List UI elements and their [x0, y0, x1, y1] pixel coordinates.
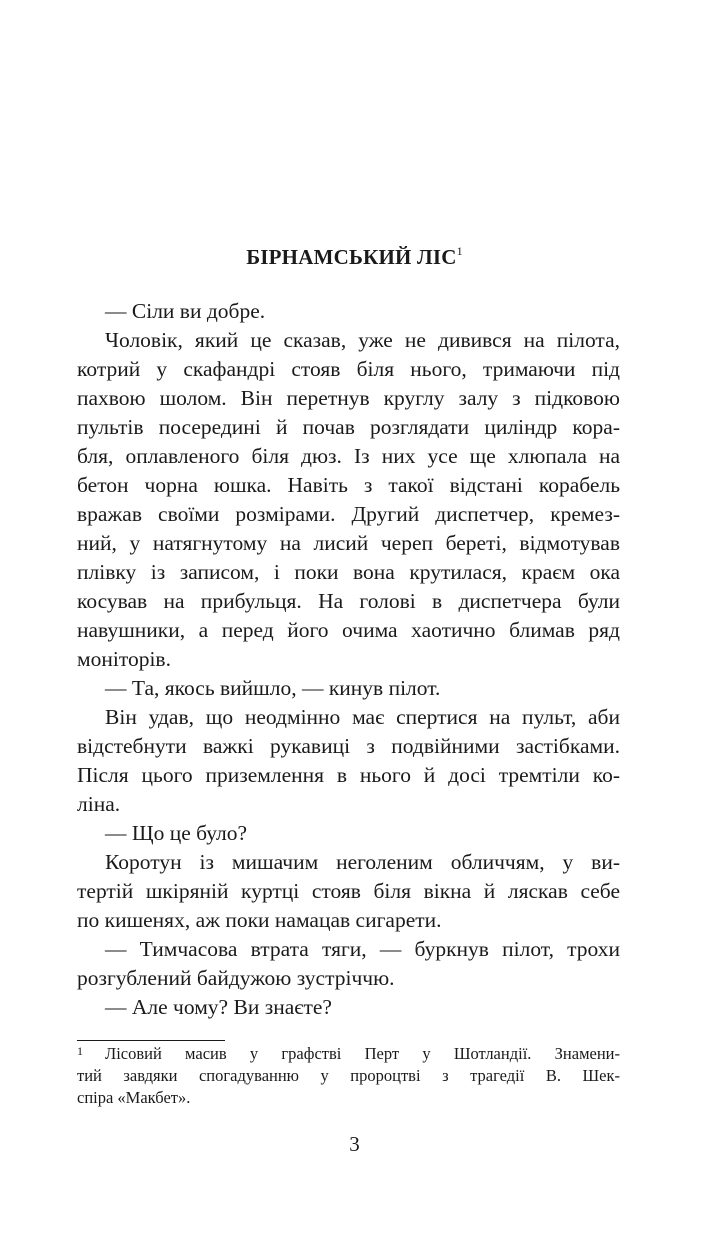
footnote-line: Лісовий масив у графстві Перт у Шотландії. Знамени- [105, 1044, 620, 1063]
text-line: Після цього приземлення в нього й досі тремтіли ко- [77, 763, 620, 787]
text-line: — Що це було? [105, 821, 248, 845]
chapter-title-text: БІРНАМСЬКИЙ ЛІС [246, 245, 457, 269]
text-line: Коротун із мишачим неголеним обличчям, у ви- [105, 850, 620, 874]
text-line: — Тимчасова втрата тяги, — буркнув пілот, трохи [105, 937, 620, 961]
text-line: котрий у скафандрі стояв біля нього, тримаючи під [77, 357, 620, 381]
text-line: — Але чому? Ви знаєте? [105, 995, 332, 1019]
footnote-ref: 1 [456, 244, 463, 258]
text-line: розгублений байдужою зустріччю. [77, 966, 395, 990]
footnote-line: тий завдяки спогадуванню у пророцтві з трагедії В. Шек- [77, 1066, 620, 1085]
text-line: — Та, якось вийшло, — кинув пілот. [105, 676, 441, 700]
text-line: вражав своїми розмірами. Другий диспетчер, кремез- [77, 502, 620, 526]
text-line: бетон чорна юшка. Навіть з такої відстані корабель [77, 473, 620, 497]
text-line: — Сіли ви добре. [105, 299, 266, 323]
text-line: ний, у натягнутому на лисий череп береті, відмотував [77, 531, 620, 555]
footnote-mark: 1 [77, 1044, 83, 1058]
text-line: відстебнути важкі рукавиці з подвійними застібками. [77, 734, 620, 758]
text-line: тертій шкіряній куртці стояв біля вікна й ляскав себе [77, 879, 620, 903]
footnote-divider [77, 1040, 225, 1041]
chapter-title [0, 244, 709, 270]
footnote-line: спіра «Макбет». [77, 1088, 191, 1107]
text-line: Він удав, що неодмінно має спертися на пульт, аби [105, 705, 620, 729]
page-number: 3 [349, 1132, 360, 1156]
text-line: Чоловік, який це сказав, уже не дивився на пілота, [105, 328, 620, 352]
text-line: навушники, а перед його очима хаотично блимав ряд [77, 618, 620, 642]
text-line: косував на прибульця. На голові в диспетчера були [77, 589, 620, 613]
text-line: по кишенях, аж поки намацав сигарети. [77, 908, 442, 932]
text-line: пультів посередині й почав розглядати циліндр кора- [77, 415, 620, 439]
text-line: ліна. [77, 792, 121, 816]
text-line: пахвою шолом. Він перетнув круглу залу з підковою [77, 386, 620, 410]
text-line: моніторів. [77, 647, 171, 671]
text-line: плівку із записом, і поки вона крутилася, краєм ока [77, 560, 620, 584]
text-line: бля, оплавленого біля дюз. Із них усе ще хлюпала на [77, 444, 620, 468]
